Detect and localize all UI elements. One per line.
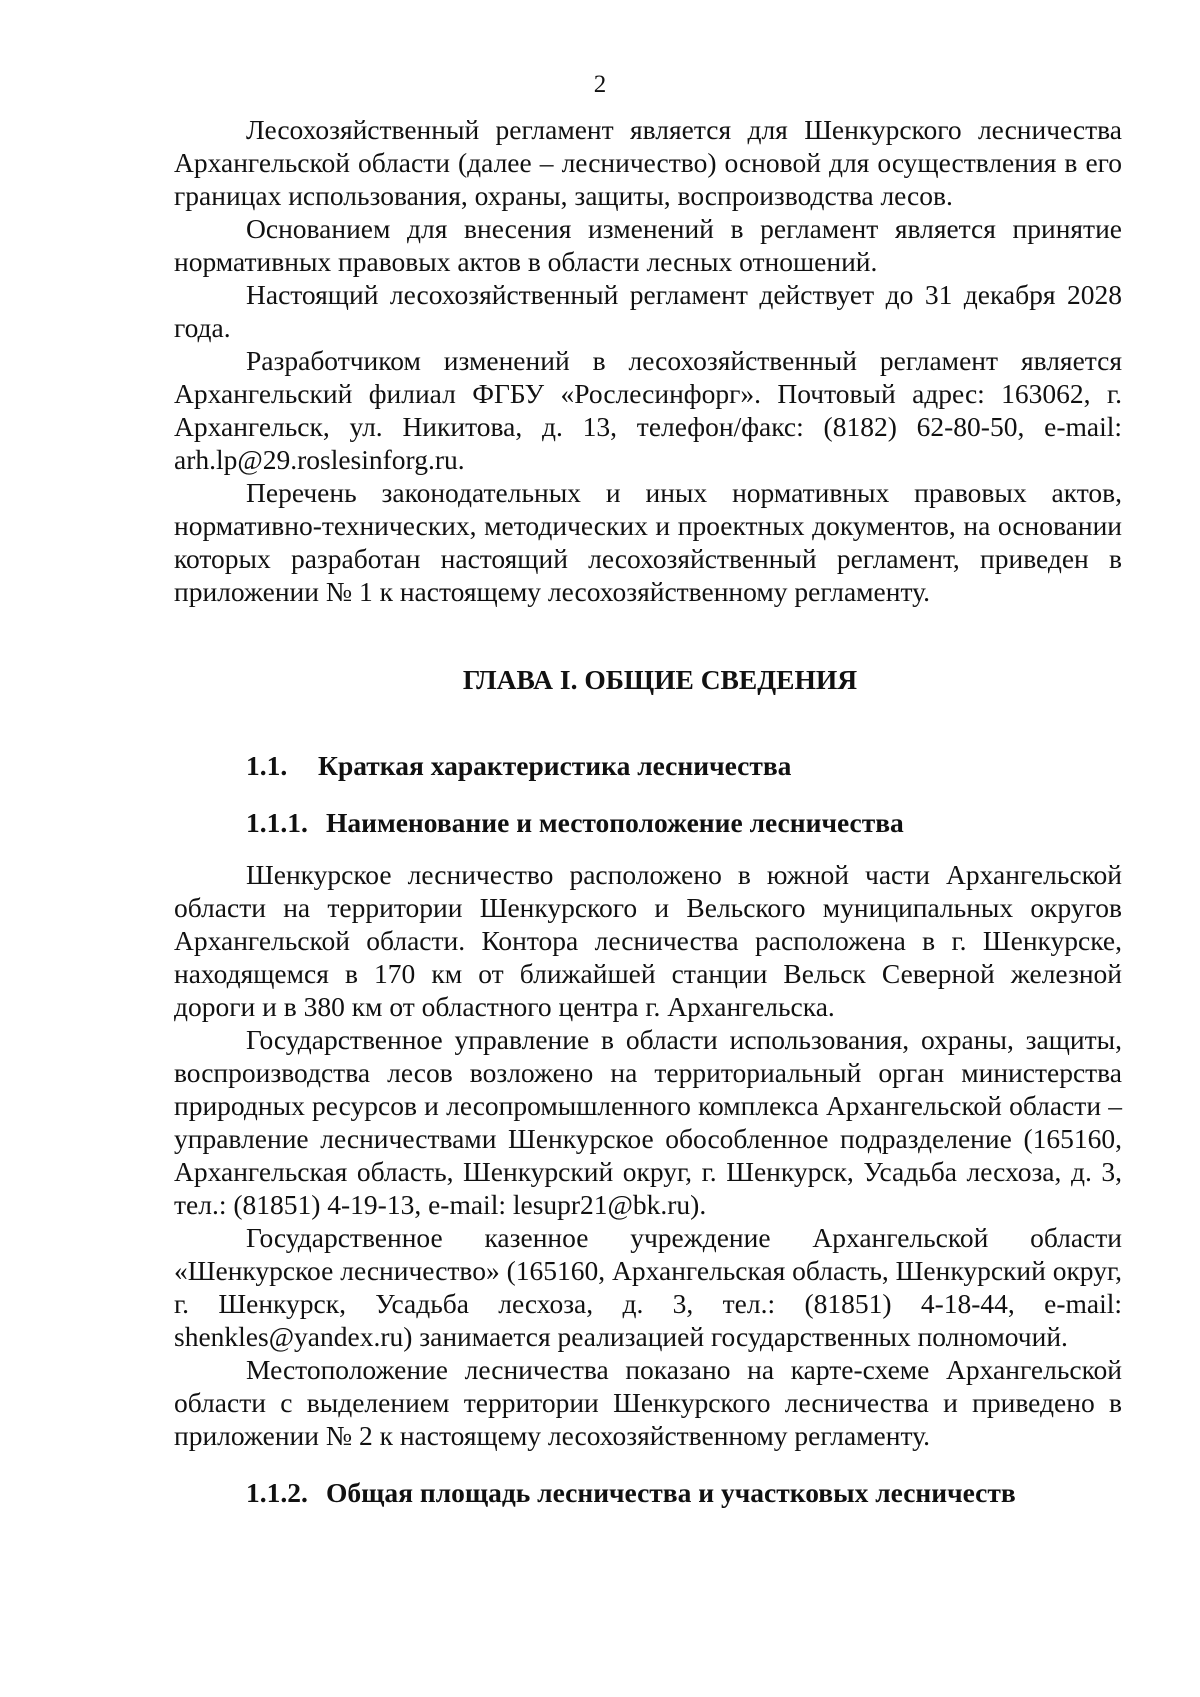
section-heading-1-1-1 bbox=[174, 806, 1122, 839]
section-heading-1-1-2 bbox=[174, 1476, 1122, 1509]
intro-paragraph: Лесохозяйственный регламент является для Шенкурского лесничества Архангельской области (далее – лесничество) основой для осуществления в его границах использования, охраны, защиты, воспроизводства лесов. bbox=[174, 114, 1122, 211]
section-title: Общая площадь лесничества и участковых лесничеств bbox=[326, 1477, 1016, 1508]
chapter-title: ГЛАВА I. ОБЩИЕ СВЕДЕНИЯ bbox=[462, 664, 858, 695]
section-title: Краткая характеристика лесничества bbox=[318, 750, 792, 781]
page-content bbox=[174, 113, 1122, 1509]
intro-paragraph: Настоящий лесохозяйственный регламент действует до 31 декабря 2028 года. bbox=[174, 279, 1122, 343]
body-paragraph: Местоположение лесничества показано на карте-схеме Архангельской области с выделением территории Шенкурского лесничества и приведено в приложении № 2 к настоящему лесохозяйственному регламенту. bbox=[174, 1354, 1122, 1451]
body-paragraph: Государственное управление в области использования, охраны, защиты, воспроизводства лесов возложено на территориальный орган министерства природных ресурсов и лесопромышленного комплекса Архангельской области – управление лесничествами Шенкурское обособленное подразделение (165160, Архангельская область, Шенкурский округ, г. Шенкурск, Усадьба лесхоза, д. 3, тел.: (81851) 4-19-13, e-mail: lesupr21@bk.ru). bbox=[174, 1024, 1122, 1220]
section-title: Наименование и местоположение лесничества bbox=[326, 807, 904, 838]
section-number: 1.1.1. bbox=[246, 807, 308, 838]
section-number: 1.1. bbox=[246, 750, 288, 781]
section-heading-1-1 bbox=[174, 749, 1122, 782]
section-number: 1.1.2. bbox=[246, 1477, 308, 1508]
intro-paragraph: Разработчиком изменений в лесохозяйственный регламент является Архангельский филиал ФГБУ «Рослесинфорг». Почтовый адрес: 163062, г. Архангельск, ул. Никитова, д. 13, телефон/факс: (8182) 62-80-50, e-mail: arh.lp@29.roslesinforg.ru. bbox=[174, 345, 1122, 475]
page-number: 2 bbox=[593, 71, 607, 98]
intro-paragraph: Основанием для внесения изменений в регламент является принятие нормативных правовых актов в области лесных отношений. bbox=[174, 213, 1122, 277]
intro-paragraph: Перечень законодательных и иных нормативных правовых актов, нормативно-технических, методических и проектных документов, на основании которых разработан настоящий лесохозяйственный регламент, приведен в приложении № 1 к настоящему лесохозяйственному регламенту. bbox=[174, 477, 1122, 607]
body-paragraph: Государственное казенное учреждение Архангельской области «Шенкурское лесничество» (165160, Архангельская область, Шенкурский округ, г. Шенкурск, Усадьба лесхоза, д. 3, тел.: (81851) 4-18-44, e-mail: shenkles@yandex.ru) занимается реализацией государственных полномочий. bbox=[174, 1222, 1122, 1352]
body-paragraph: Шенкурское лесничество расположено в южной части Архангельской области на территории Шенкурского и Вельского муниципальных округов Архангельской области. Контора лесничества расположена в г. Шенкурске, находящемся в 170 км от ближайшей станции Вельск Северной железной дороги и в 380 км от областного центра г. Архангельска. bbox=[174, 859, 1122, 1022]
